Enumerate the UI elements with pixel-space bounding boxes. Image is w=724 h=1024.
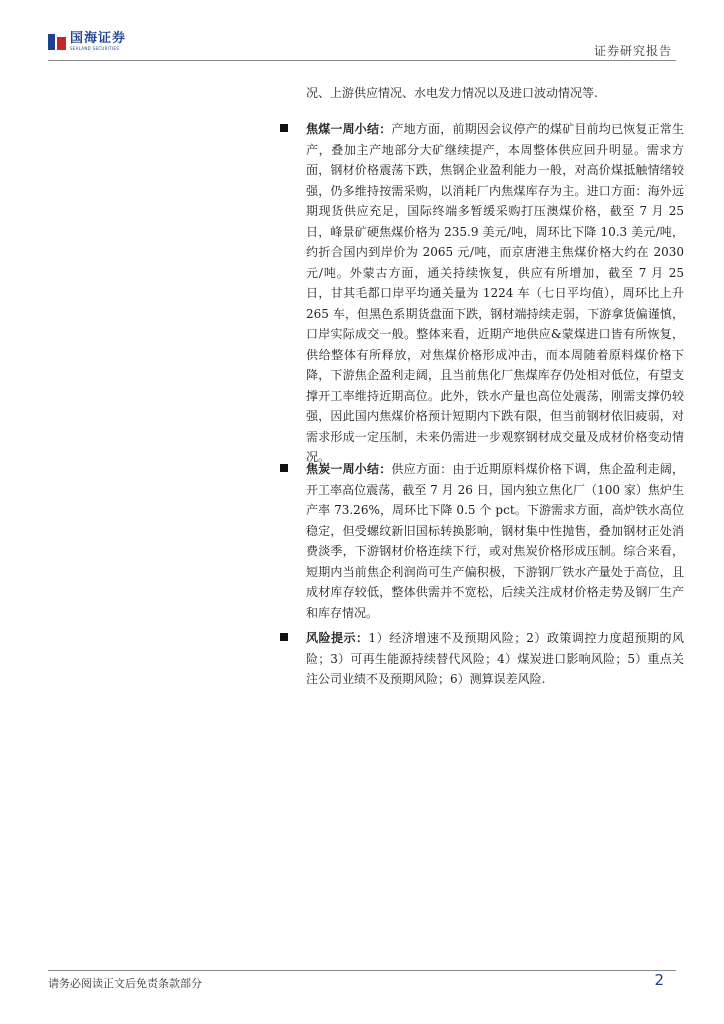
footer-divider — [48, 970, 676, 971]
square-bullet-icon — [280, 464, 288, 472]
company-logo — [48, 32, 126, 51]
square-bullet-icon — [280, 633, 288, 641]
section-lead: 风险提示： — [306, 631, 369, 645]
page-header — [0, 0, 724, 62]
logo-icon — [48, 34, 66, 50]
section-paragraph — [306, 119, 684, 468]
section-paragraph — [306, 459, 684, 623]
document-type: 证券研究报告 — [593, 44, 672, 58]
section-risk-warning — [280, 628, 684, 690]
section-paragraph — [306, 628, 684, 690]
section-body: 产地方面，前期因会议停产的煤矿目前均已恢复正常生产，叠加主产地部分大矿继续提产，本周整体供应回升明显。需求方面，钢材价格震荡下跌，焦钢企业盈利能力一般，对高价煤抵触情绪较强，仍多维持按需采购，以消耗厂内焦煤库存为主。进口方面：海外远期现货供应充足，国际终端多暂缓采购打压澳煤价格，截至 7 月 25 日，峰景矿硬焦煤价格为 235.9 美元/吨，周环比下降 10.3 美元/吨，约折合国内到岸价为 2065 元/吨，而京唐港主焦煤价格大约在 2030 元/吨。外蒙古方面，通关持续恢复，供应有所增加，截至 7 月 25 日，甘其毛都口岸平均通关量为 1224 车（七日平均值），周环比上升 265 车，但黑色系期货盘面下跌，钢材端持续走弱，下游拿货偏谨慎，口岸实际成交一般。整体来看，近期产地供应&蒙煤进口皆有所恢复，供给整体有所释放，对焦煤价格形成冲击，而本周随着原料煤价格下降，下游焦企盈利走阔，且当前焦化厂焦煤库存仍处相对低位，有望支撑开工率维持近期高位。此外，铁水产量也高位处震荡，刚需支撑仍较强，因此国内焦煤价格预计短期内下跌有限，但当前钢材依旧疲弱，对需求形成一定压制，未来仍需进一步观察钢材成交量及成材价格变动情况。 — [306, 122, 684, 464]
section-coke-summary — [280, 459, 684, 623]
header-divider — [48, 60, 676, 61]
section-coking-coal-summary — [280, 119, 684, 468]
disclaimer-text: 请务必阅读正文后免责条款部分 — [48, 977, 202, 990]
logo-name-cn: 国海证券 — [70, 31, 127, 46]
section-lead: 焦煤一周小结： — [306, 122, 392, 136]
section-lead: 焦炭一周小结： — [306, 462, 392, 476]
logo-name-en: SEALAND SECURITIES — [70, 46, 120, 51]
square-bullet-icon — [280, 124, 288, 132]
page-number: 2 — [654, 971, 664, 989]
section-body: 供应方面：由于近期原料煤价格下调，焦企盈利走阔，开工率高位震荡，截至 7 月 26 日，国内独立焦化厂（100 家）焦炉生产率 73.26%，周环比下降 0.5 个 pct。下游需求方面，高炉铁水高位稳定，但受螺纹新旧国标转换影响，钢材集中性抛售，叠加钢材正处消费淡季，下游钢材价格连续下行，或对焦炭价格形成压制。综合来看，短期内当前焦企利润尚可生产偏积极，下游钢厂铁水产量处于高位，且成材库存较低，整体供需并不宽松，后续关注成材价格走势及钢厂生产和库存情况。 — [306, 462, 684, 620]
section-body: 1）经济增速不及预期风险；2）政策调控力度超预期的风险；3）可再生能源持续替代风险；4）煤炭进口影响风险；5）重点关注公司业绩不及预期风险；6）测算误差风险. — [306, 631, 684, 686]
continuation-text: 况、上游供应情况、水电发力情况以及进口波动情况等. — [306, 86, 598, 100]
